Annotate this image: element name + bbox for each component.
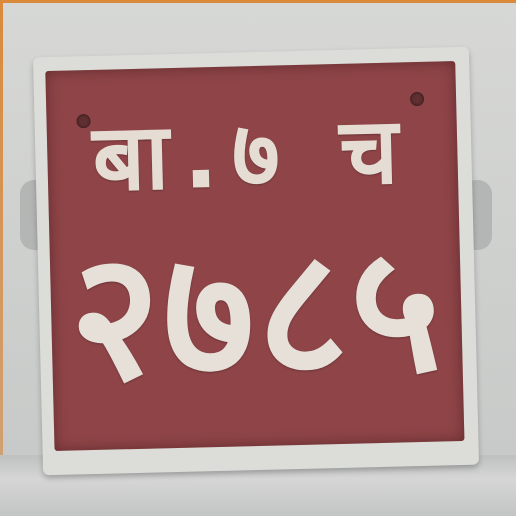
image-top-edge (0, 0, 516, 3)
plate-field (45, 61, 464, 451)
plate-number: २७८५ (66, 206, 446, 421)
image-left-edge (0, 0, 3, 516)
license-plate (33, 47, 479, 476)
plate-region-code: बा.७ च (91, 97, 414, 212)
